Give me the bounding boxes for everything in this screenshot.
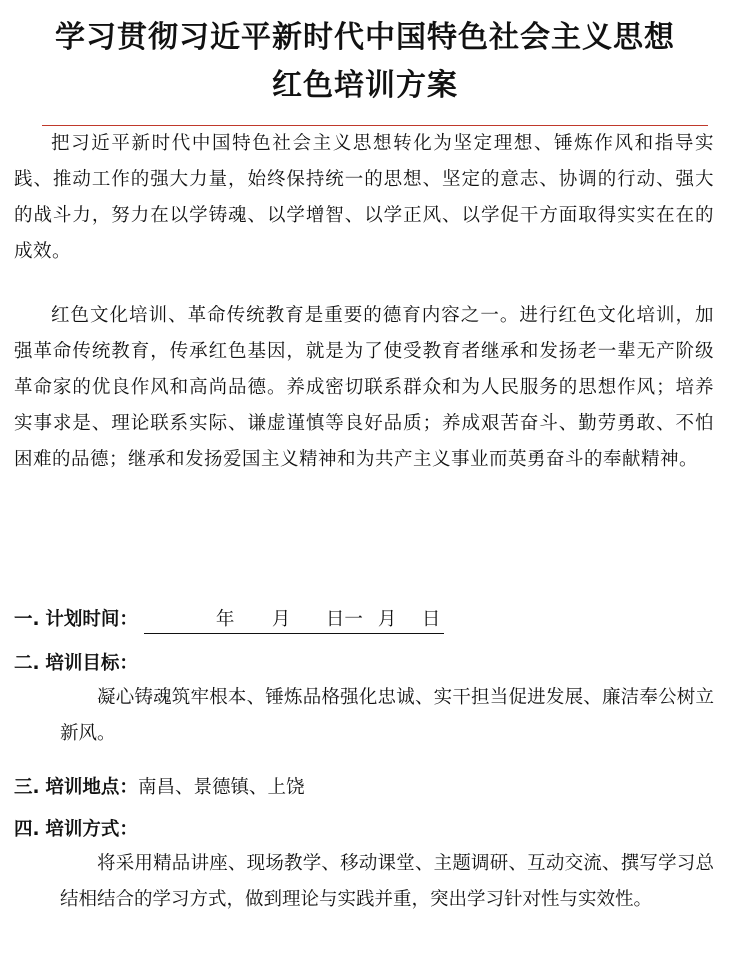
section-method: [14, 814, 714, 846]
background-paragraph: 红色文化培训、革命传统教育是重要的德育内容之一。进行红色文化培训，加强革命传统教育，传承红色基因，就是为了使受教育者继承和发扬老一辈无产阶级革命家的优良作风和高尚品德。养成密切联系群众和为人民服务的思想作风；培养实事求是、理论联系实际、谦虚谨慎等良好品质；养成艰苦奋斗、勤劳勇敢、不怕困难的品德；继承和发扬爱国主义精神和为共产主义事业而英勇奋斗的奉献精神。: [14, 305, 714, 470]
section-number: 二.: [14, 653, 40, 674]
location-value: 南昌、景德镇、上饶: [137, 777, 305, 798]
date-blank-field: [144, 607, 444, 634]
section-objective: [14, 648, 714, 680]
day2-label: 日: [421, 609, 441, 630]
month2-label: 月: [377, 609, 397, 630]
document-subtitle: 红色培训方案: [272, 68, 458, 103]
section-location: [14, 772, 714, 804]
section-heading: 计划时间：: [45, 609, 138, 630]
section-schedule: [14, 604, 714, 636]
section-number: 四.: [14, 819, 40, 840]
section-number: 一.: [14, 609, 40, 630]
day-dash-label: 日一: [325, 609, 363, 630]
section-number: 三.: [14, 777, 40, 798]
document-title: 学习贯彻习近平新时代中国特色社会主义思想: [55, 20, 675, 55]
objective-body: 凝心铸魂筑牢根本、锤炼品格强化忠诚、实干担当促进发展、廉洁奉公树立新风。: [60, 687, 714, 744]
year-label: 年: [215, 609, 235, 630]
section-heading: 培训地点：: [45, 777, 138, 798]
section-heading: 培训方式：: [45, 819, 138, 840]
month-label: 月: [271, 609, 291, 630]
intro-paragraph: 把习近平新时代中国特色社会主义思想转化为坚定理想、锤炼作风和指导实践、推动工作的强大力量，始终保持统一的思想、坚定的意志、协调的行动、强大的战斗力，努力在以学铸魂、以学增智、以学正风、以学促干方面取得实实在在的成效。: [14, 133, 714, 262]
section-heading: 培训目标：: [45, 653, 138, 674]
method-body: 将采用精品讲座、现场教学、移动课堂、主题调研、互动交流、撰写学习总结相结合的学习方式，做到理论与实践并重，突出学习针对性与实效性。: [60, 853, 714, 910]
